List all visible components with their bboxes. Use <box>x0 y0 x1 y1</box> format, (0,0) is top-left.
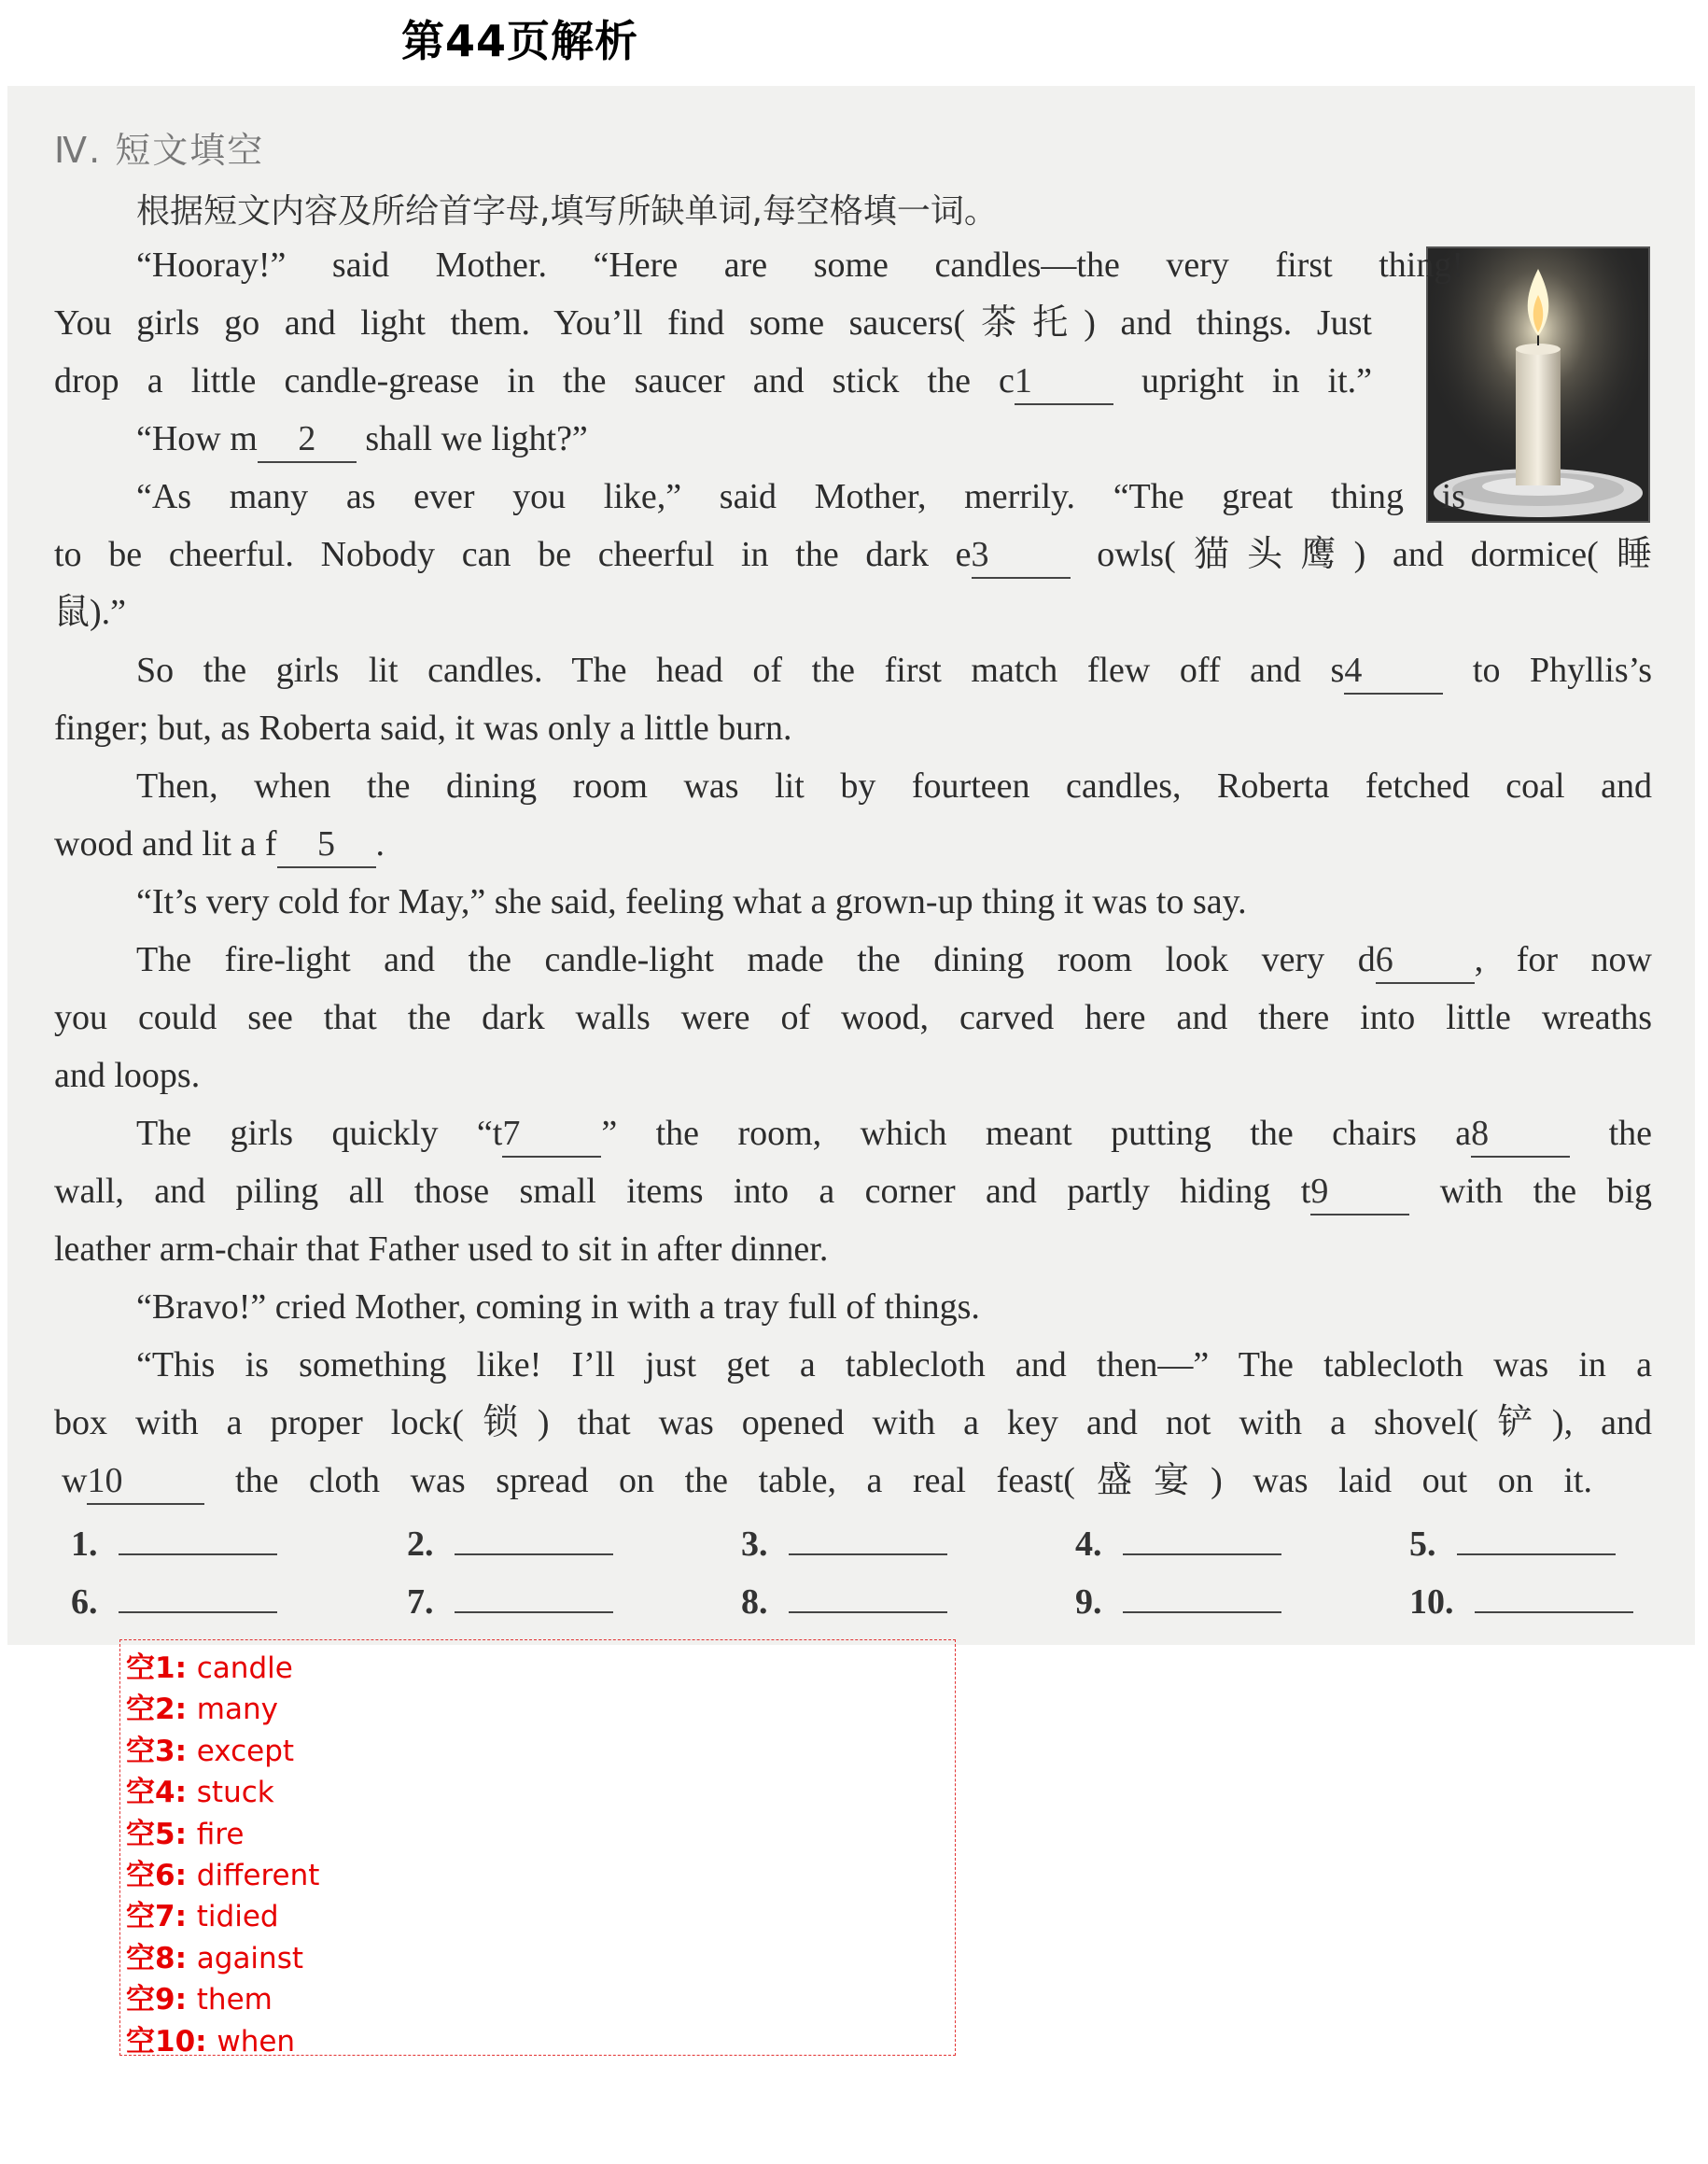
answer-key-label: 空7: <box>126 1900 197 1934</box>
answer-key-row <box>126 1689 949 1730</box>
answer-slot[interactable] <box>1075 1520 1281 1565</box>
answer-key-row <box>126 1938 949 1979</box>
answer-key-value: fire <box>196 1817 245 1851</box>
answer-number: 2. <box>407 1525 434 1564</box>
passage-line: “How m 2 shall we light?” <box>136 413 588 465</box>
passage-line: “Bravo!” cried Mother, coming in with a tray full of things. <box>136 1287 980 1327</box>
blank-5[interactable]: 5 <box>277 823 376 868</box>
answer-underline[interactable] <box>119 1520 277 1555</box>
blank-4[interactable]: 4 <box>1344 650 1443 695</box>
answer-slot[interactable] <box>407 1578 613 1623</box>
answer-number: 10. <box>1409 1582 1454 1622</box>
blank-10[interactable]: 10 <box>87 1460 204 1505</box>
answer-slot[interactable] <box>407 1520 613 1565</box>
answer-underline[interactable] <box>455 1520 613 1555</box>
instruction-text: 根据短文内容及所给首字母,填写所缺单词,每空格填一词。 <box>136 192 998 231</box>
passage-line: wood and lit a f 5 . <box>54 818 385 870</box>
section-heading: Ⅳ. 短文填空 <box>54 130 265 171</box>
blank-3[interactable]: 3 <box>972 534 1071 579</box>
answer-number: 9. <box>1075 1582 1102 1622</box>
answer-slot[interactable] <box>1409 1578 1633 1623</box>
passage-line: and loops. <box>54 1056 201 1095</box>
answer-key-label: 空6: <box>126 1859 197 1893</box>
answer-slot[interactable] <box>741 1520 947 1565</box>
answer-key-value: against <box>196 1941 304 1975</box>
passage-line: “As many as ever you like,” said Mother, merrily. “The great thing is <box>136 477 1465 516</box>
answer-underline[interactable] <box>119 1578 277 1613</box>
answer-key-value: many <box>196 1693 278 1727</box>
blank-9[interactable]: 9 <box>1310 1171 1409 1215</box>
answer-key-label: 空3: <box>126 1734 197 1768</box>
passage-line: You girls go and light them. You’ll find some saucers(茶托) and things. Just <box>54 303 1372 343</box>
blank-7[interactable]: 7 <box>502 1113 601 1158</box>
passage-line: to be cheerful. Nobody can be cheerful in the dark e3 owls(猫头鹰) and dormice(睡 <box>54 528 1652 581</box>
blank-6[interactable]: 6 <box>1376 939 1475 984</box>
answer-key-row <box>126 1979 949 2020</box>
answer-number: 7. <box>407 1582 434 1622</box>
passage-line: The fire-light and the candle-light made the dining room look very d6 , for now <box>136 934 1652 986</box>
answer-blanks-grid <box>54 1503 1641 1634</box>
passage-line: The girls quickly “t7 ” the room, which meant putting the chairs a8 the <box>136 1107 1652 1159</box>
passage-line: “Hooray!” said Mother. “Here are some candles—the very first thing! <box>136 246 1463 285</box>
passage-line: “It’s very cold for May,” she said, feeling what a grown-up thing it was to say. <box>136 882 1247 921</box>
answer-key-row <box>126 1731 949 1772</box>
page-title: 第44页解析 <box>401 16 639 66</box>
answer-key-label: 空2: <box>126 1693 197 1727</box>
answer-slot[interactable] <box>71 1578 277 1623</box>
answer-slot[interactable] <box>1075 1578 1281 1623</box>
answer-number: 1. <box>71 1525 98 1564</box>
answer-number: 4. <box>1075 1525 1102 1564</box>
answer-key-value: candle <box>196 1651 293 1685</box>
answer-key-row <box>126 1814 949 1855</box>
blank-2[interactable]: 2 <box>258 418 357 463</box>
answer-key-value: tidied <box>196 1900 279 1934</box>
answer-key-value: different <box>196 1859 320 1893</box>
passage-line: w10 the cloth was spread on the table, a real feast(盛宴) was laid out on it. <box>62 1454 1592 1507</box>
blank-1[interactable]: 1 <box>1015 360 1113 405</box>
answer-key-label: 空5: <box>126 1817 197 1851</box>
answer-underline[interactable] <box>789 1578 947 1613</box>
blank-8[interactable]: 8 <box>1471 1113 1570 1158</box>
passage-line: leather arm-chair that Father used to sit in after dinner. <box>54 1230 829 1269</box>
answer-underline[interactable] <box>1123 1578 1281 1613</box>
answer-underline[interactable] <box>1475 1578 1633 1613</box>
answer-key-row <box>126 1648 949 1689</box>
answer-key-value: stuck <box>196 1776 274 1810</box>
answer-key-label: 空8: <box>126 1941 197 1975</box>
answer-key-label: 空1: <box>126 1651 197 1685</box>
answer-slot[interactable] <box>71 1520 277 1565</box>
passage-line: box with a proper lock(锁) that was opened with a key and not with a shovel(铲), and <box>54 1403 1652 1442</box>
answer-key-label: 空9: <box>126 1983 197 2017</box>
answer-key-label: 空4: <box>126 1776 197 1810</box>
answer-key-value: except <box>196 1734 295 1768</box>
answer-number: 6. <box>71 1582 98 1622</box>
answer-key-row <box>126 2021 949 2062</box>
answer-number: 5. <box>1409 1525 1436 1564</box>
answer-key-label: 空10: <box>126 2024 217 2059</box>
answer-underline[interactable] <box>789 1520 947 1555</box>
passage-line: wall, and piling all those small items into a corner and partly hiding t9 with the big <box>54 1165 1652 1217</box>
passage-line: you could see that the dark walls were of wood, carved here and there into little wreaths <box>54 998 1652 1037</box>
answer-number: 8. <box>741 1582 768 1622</box>
answer-key-value: when <box>217 2024 296 2059</box>
passage-line: drop a little candle-grease in the saucer and stick the c1 upright in it.” <box>54 355 1372 407</box>
answer-key-value: them <box>196 1983 273 2017</box>
passage-line: finger; but, as Roberta said, it was only a little burn. <box>54 709 792 748</box>
passage-line: “This is something like! I’ll just get a tablecloth and then—” The tablecloth was in a <box>136 1345 1652 1384</box>
passage-line: 鼠).” <box>54 593 127 632</box>
answer-underline[interactable] <box>1123 1520 1281 1555</box>
passage-line: Then, when the dining room was lit by fourteen candles, Roberta fetched coal and <box>136 766 1652 806</box>
passage-line: So the girls lit candles. The head of the first match flew off and s4 to Phyllis’s <box>136 644 1652 696</box>
answer-slot[interactable] <box>741 1578 947 1623</box>
answer-slot[interactable] <box>1409 1520 1616 1565</box>
answer-number: 3. <box>741 1525 768 1564</box>
answer-key-row <box>126 1855 949 1896</box>
answer-key-row <box>126 1772 949 1813</box>
answer-underline[interactable] <box>1457 1520 1616 1555</box>
answer-key-row <box>126 1896 949 1937</box>
answer-underline[interactable] <box>455 1578 613 1613</box>
answer-key-box <box>119 1639 956 2059</box>
